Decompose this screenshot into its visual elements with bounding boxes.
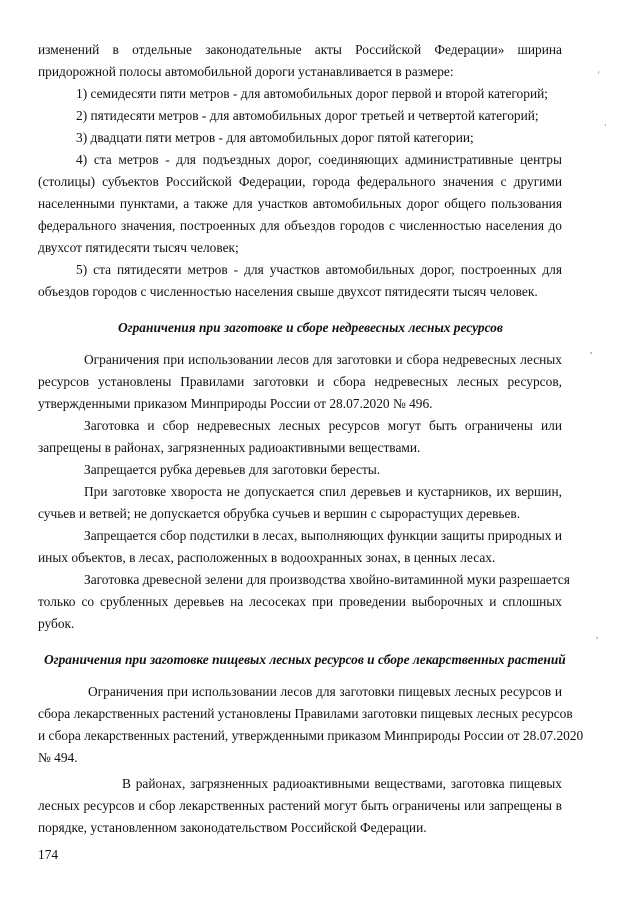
- paragraph-line: изменений в отдельные законодательные акты Российской Федерации» ширина: [38, 42, 562, 57]
- paragraph-line: лесных ресурсов и сбор лекарственных растений могут быть ограничены или запрещены в: [38, 798, 562, 813]
- list-item: 3) двадцати пяти метров - для автомобильных дорог пятой категории;: [76, 130, 474, 145]
- paragraph-line: Заготовка и сбор недревесных лесных ресурсов могут быть ограничены или: [84, 418, 562, 433]
- paragraph-line: В районах, загрязненных радиоактивными веществами, заготовка пищевых: [122, 776, 562, 791]
- paragraph-line: только со срубленных деревьев на лесосеках при проведении выборочных и сплошных: [38, 594, 562, 609]
- paragraph-line: № 494.: [38, 750, 78, 765]
- list-item: 2) пятидесяти метров - для автомобильных дорог третьей и четвертой категорий;: [76, 108, 539, 123]
- paragraph-line: рубок.: [38, 616, 75, 631]
- list-item: 5) ста пятидесяти метров - для участков автомобильных дорог, построенных для: [76, 262, 562, 277]
- paragraph-line: порядке, установленном законодательством Российской Федерации.: [38, 820, 427, 835]
- paragraph-line: сбора лекарственных растений установлены Правилами заготовки пищевых лесных ресурсов: [38, 706, 573, 721]
- paragraph-line: утвержденными приказом Минприроды России от 28.07.2020 № 496.: [38, 396, 433, 411]
- paragraph-line: запрещены в районах, загрязненных радиоактивными веществами.: [38, 440, 421, 455]
- paragraph-line: придорожной полосы автомобильной дороги устанавливается в размере:: [38, 64, 454, 79]
- scan-speck: ·: [604, 120, 607, 130]
- paragraph-line: федерального значения, построенных для объездов городов с численностью населения до: [38, 218, 562, 233]
- list-item: 1) семидесяти пяти метров - для автомобильных дорог первой и второй категорий;: [76, 86, 548, 101]
- page-number: 174: [38, 847, 59, 862]
- paragraph-line: Ограничения при использовании лесов для заготовки и сбора недревесных лесных: [84, 352, 562, 367]
- scan-speck: ,: [590, 345, 593, 355]
- section-heading: Ограничения при заготовке и сборе недревесных лесных ресурсов: [118, 320, 503, 335]
- paragraph-line: Заготовка древесной зелени для производства хвойно-витаминной муки разрешается: [84, 572, 570, 587]
- paragraph-line: и сбора лекарственных растений, утвержденными приказом Минприроды России от 28.07.2020: [38, 728, 584, 743]
- paragraph-line: ресурсов установлены Правилами заготовки и сбора недревесных лесных ресурсов,: [38, 374, 562, 389]
- paragraph-line: Ограничения при использовании лесов для заготовки пищевых лесных ресурсов и: [88, 684, 562, 699]
- paragraph-line: Запрещается сбор подстилки в лесах, выполняющих функции защиты природных и: [84, 528, 562, 543]
- paragraph-line: населенными пунктами, а также для участков автомобильных дорог общего пользования: [38, 196, 562, 211]
- scan-speck: ,: [596, 630, 599, 640]
- paragraph-line: объездов городов с численностью населения свыше двухсот пятидесяти тысяч человек.: [38, 284, 538, 299]
- paragraph-line: двухсот пятидесяти тысяч человек;: [38, 240, 239, 255]
- list-item: 4) ста метров - для подъездных дорог, соединяющих административные центры: [76, 152, 562, 167]
- paragraph-line: (столицы) субъектов Российской Федерации, города федерального значения с другими: [38, 174, 562, 189]
- paragraph-line: сучьев и ветвей; не допускается обрубка сучьев и вершин с сырорастущих деревьев.: [38, 506, 521, 521]
- paragraph-line: Запрещается рубка деревьев для заготовки бересты.: [84, 462, 381, 477]
- paragraph-line: При заготовке хвороста не допускается спил деревьев и кустарников, их вершин,: [84, 484, 562, 499]
- paragraph-line: иных объектов, в лесах, расположенных в водоохранных зонах, в ценных лесах.: [38, 550, 496, 565]
- section-heading: Ограничения при заготовке пищевых лесных ресурсов и сборе лекарственных растений: [44, 652, 566, 667]
- scan-speck: ': [598, 70, 600, 80]
